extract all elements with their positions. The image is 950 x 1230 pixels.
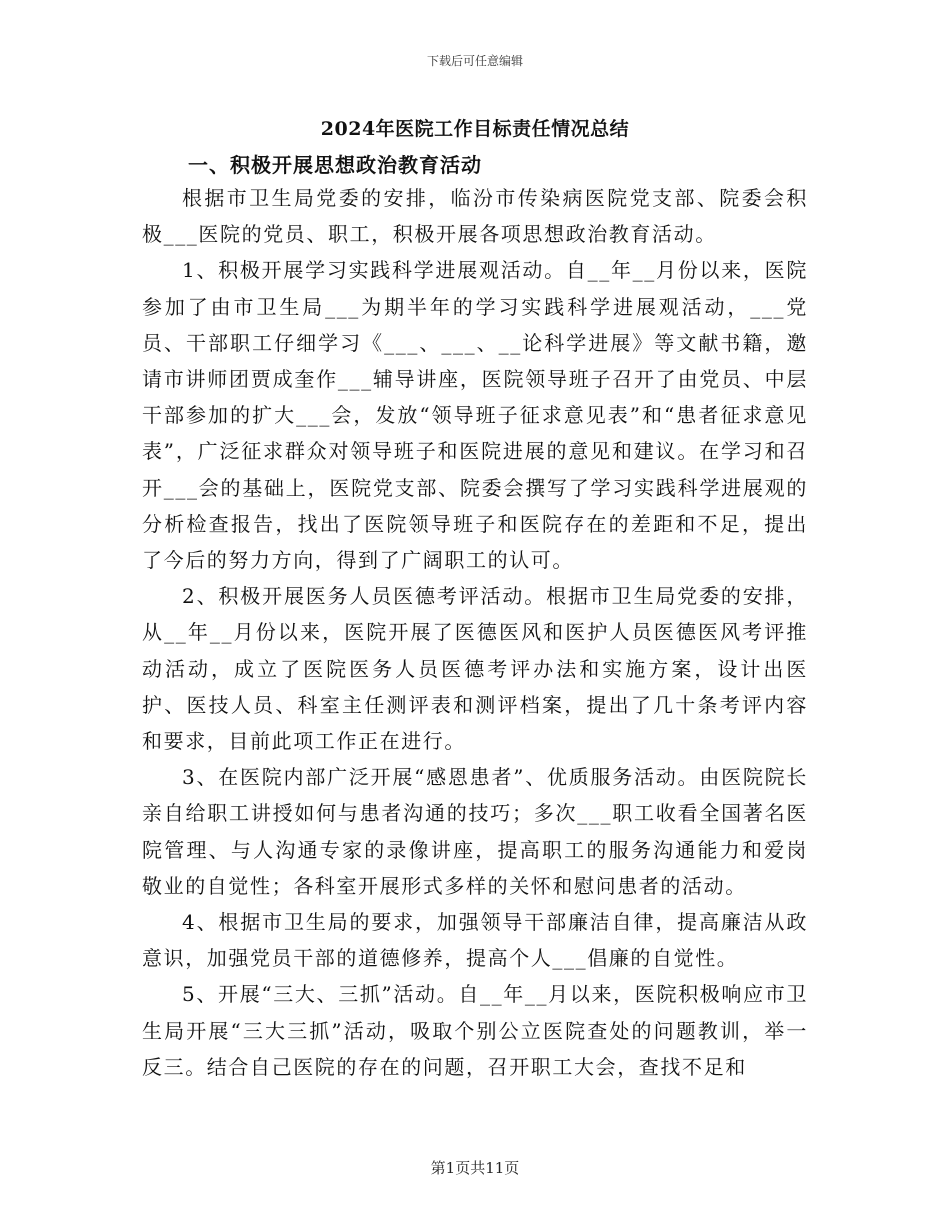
page-number: 第1页共11页 (430, 1159, 520, 1177)
paragraph-item-2: 2、积极开展医务人员医德考评活动。根据市卫生局党委的安排，从__年__月份以来，医院开展了医德医风和医护人员医德医风考评推动活动，成立了医院医务人员医德考评办法和实施方案，设计出医护、医技人员、科室主任测评表和测评档案，提出了几十条考评内容和要求，目前此项工作正在进行。 (142, 584, 808, 754)
page-header-note: 下载后可任意编辑 (426, 54, 523, 68)
section-heading: 一、积极开展思想政治教育活动 (188, 153, 482, 177)
paragraph-item-1: 1、积极开展学习实践科学进展观活动。自__年__月份以来，医院参加了由市卫生局___为期半年的学习实践科学进展观活动，___党员、干部职工仔细学习《___、___、__论科学进展》等文献书籍，邀请市讲师团贾成奎作___辅导讲座，医院领导班子召开了由党员、中层干部参加的扩大___会，发放“领导班子征求意见表”和“患者征求意见表”，广泛征求群众对领导班子和医院进展的意见和建议。在学习和召开___会的基础上，医院党支部、院委会撰写了学习实践科学进展观的分析检查报告，找出了医院领导班子和医院存在的差距和不足，提出了今后的努力方向，得到了广阔职工的认可。 (142, 258, 808, 573)
document-title: 2024年医院工作目标责任情况总结 (320, 118, 630, 140)
paragraph-item-4: 4、根据市卫生局的要求，加强领导干部廉洁自律，提高廉洁从政意识，加强党员干部的道德修养，提高个人___倡廉的自觉性。 (142, 910, 808, 971)
paragraph-item-3: 3、在医院内部广泛开展“感恩患者”、优质服务活动。由医院院长亲自给职工讲授如何与患者沟通的技巧；多次___职工收看全国著名医院管理、与人沟通专家的录像讲座，提高职工的服务沟通能力和爱岗敬业的自觉性；各科室开展形式多样的关怀和慰问患者的活动。 (142, 765, 808, 898)
paragraph-item-5: 5、开展“三大、三抓”活动。自__年__月以来，医院积极响应市卫生局开展“三大三抓”活动，吸取个别公立医院查处的问题教训，举一反三。结合自己医院的存在的问题，召开职工大会，查找不足和 (142, 982, 808, 1079)
paragraph-intro: 根据市卫生局党委的安排，临汾市传染病医院党支部、院委会积极___医院的党员、职工，积极开展各项思想政治教育活动。 (142, 186, 808, 247)
document-body (142, 180, 808, 1085)
